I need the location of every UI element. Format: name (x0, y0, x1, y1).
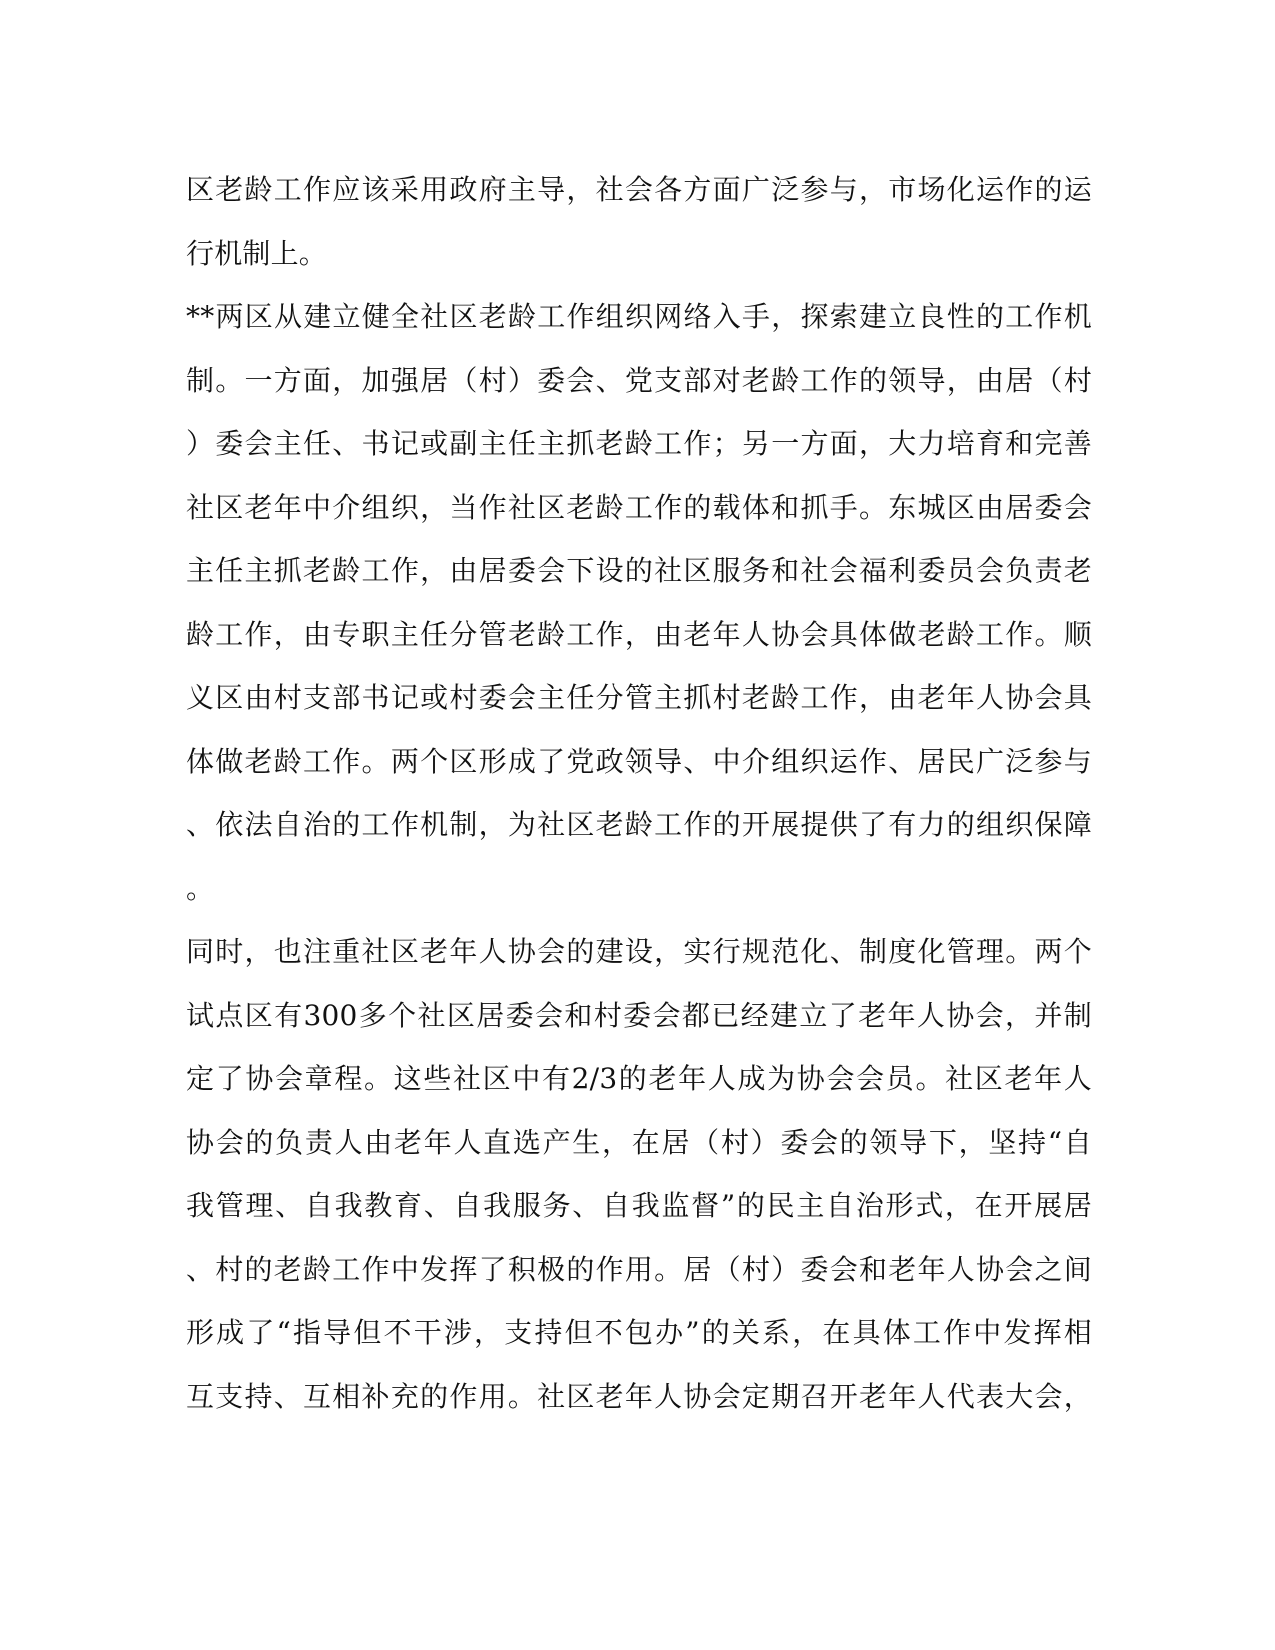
text-line: 、村的老龄工作中发挥了积极的作用。居（村）委会和老年人协会之间 (186, 1252, 1092, 1286)
text-line: 定了协会章程。这些社区中有2/3的老年人成为协会会员。社区老年人 (186, 1062, 1092, 1095)
text-line: 义区由村支部书记或村委会主任分管主抓村老龄工作，由老年人协会具 (186, 681, 1092, 714)
text-line: 龄工作，由专职主任分管老龄工作，由老年人协会具体做老龄工作。顺 (186, 617, 1092, 651)
text-line: 形成了“指导但不干涉，支持但不包办”的关系，在具体工作中发挥相 (186, 1316, 1092, 1349)
text-line: 协会的负责人由老年人直选产生，在居（村）委会的领导下，坚持“自 (186, 1125, 1092, 1159)
text-line: 行机制上。 (186, 236, 328, 270)
text-line: 、依法自治的工作机制，为社区老龄工作的开展提供了有力的组织保障 (186, 808, 1092, 841)
text-line: 制。一方面，加强居（村）委会、党支部对老龄工作的领导，由居（村 (186, 363, 1092, 397)
text-line: 。 (186, 871, 215, 905)
text-line: **两区从建立健全社区老龄工作组织网络入手，探索建立良性的工作机 (186, 300, 1092, 333)
text-line: 社区老年中介组织，当作社区老龄工作的载体和抓手。东城区由居委会 (186, 490, 1092, 524)
text-line: 试点区有300多个社区居委会和村委会都已经建立了老年人协会，并制 (186, 998, 1092, 1032)
text-line: 互支持、互相补充的作用。社区老年人协会定期召开老年人代表大会， (186, 1379, 1092, 1413)
document-body (186, 158, 1092, 1428)
text-line: 区老龄工作应该采用政府主导，社会各方面广泛参与，市场化运作的运 (186, 173, 1092, 206)
text-line: 我管理、自我教育、自我服务、自我监督”的民主自治形式，在开展居 (186, 1189, 1092, 1222)
text-line: 同时，也注重社区老年人协会的建设，实行规范化、制度化管理。两个 (186, 935, 1092, 968)
text-line: 体做老龄工作。两个区形成了党政领导、中介组织运作、居民广泛参与 (186, 744, 1092, 778)
text-line: 主任主抓老龄工作，由居委会下设的社区服务和社会福利委员会负责老 (186, 554, 1092, 587)
text-line: ）委会主任、书记或副主任主抓老龄工作；另一方面，大力培育和完善 (186, 427, 1092, 460)
